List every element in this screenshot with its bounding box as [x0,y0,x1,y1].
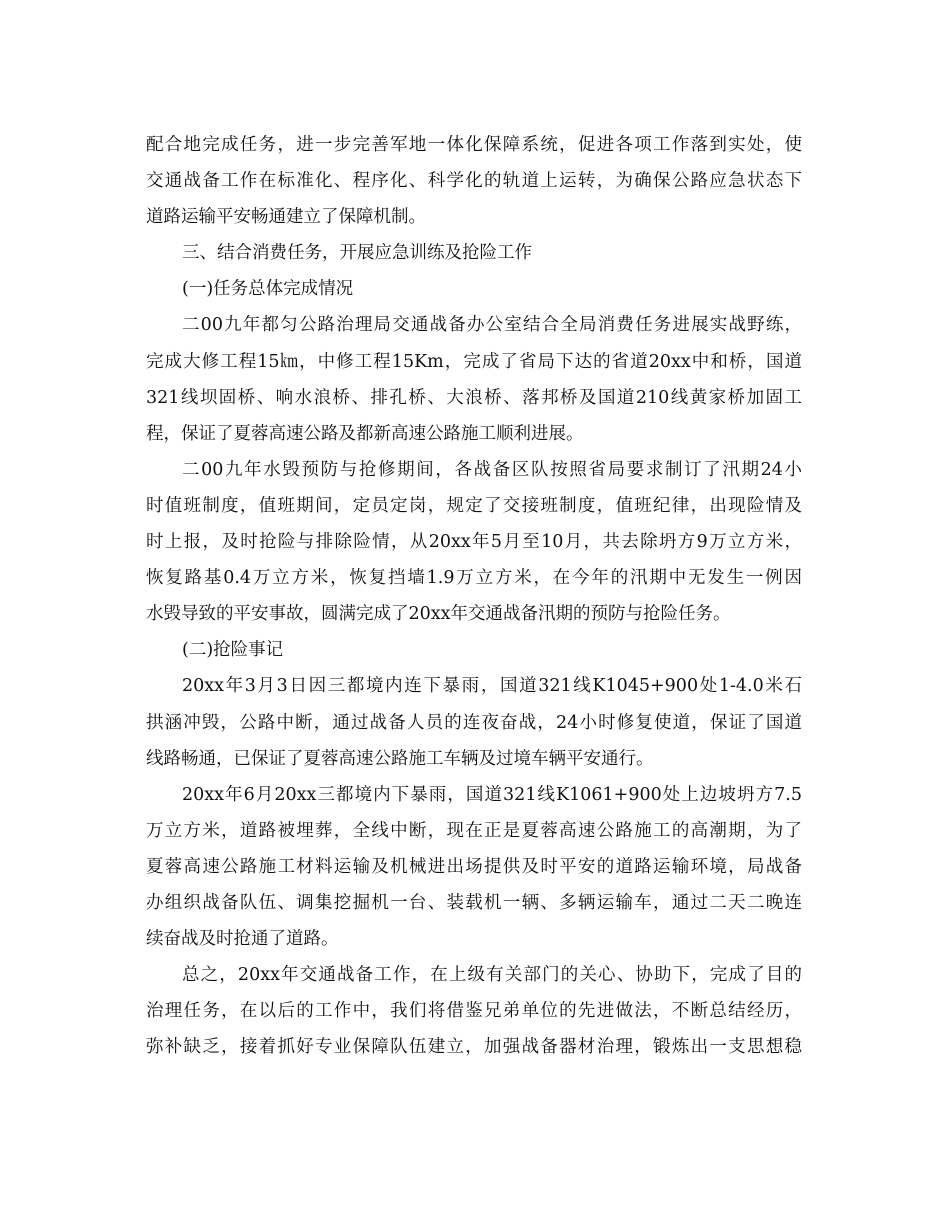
text-line: 二00九年都匀公路治理局交通战备办公室结合全局消费任务进展实战野练， [182,315,802,336]
text-line: 治理任务，在以后的工作中，我们将借鉴兄弟单位的先进做法，不断总结经历， [146,1001,802,1022]
text-line: 完成大修工程15㎞，中修工程15Km，完成了省局下达的省道20xx中和桥，国道 [146,351,802,372]
text-line: 道路运输平安畅通建立了保障机制。 [146,207,426,228]
text-line: 20xx年6月20xx三都境内下暴雨，国道321线K1061+900处上边坡坍方7.5 [182,784,802,805]
document-body [146,127,802,1065]
text-line: 程，保证了夏蓉高速公路及都新高速公路施工顺利进展。 [146,423,584,444]
text-line: (一)任务总体完成情况 [182,279,354,300]
text-line: 交通战备工作在标准化、程序化、科学化的轨道上运转，为确保公路应急状态下 [146,171,802,192]
text-line: 时值班制度，值班期间，定员定岗，规定了交接班制度，值班纪律，出现险情及 [146,495,802,516]
text-line: 配合地完成任务，进一步完善军地一体化保障系统，促进各项工作落到实处，使 [146,135,802,155]
text-line: 321线坝固桥、响水浪桥、排孔桥、大浪桥、落邦桥及国道210线黄家桥加固工 [146,387,802,408]
text-line: 三、结合消费任务，开展应急训练及抢险工作 [182,243,532,264]
text-line: 水毁导致的平安事故，圆满完成了20xx年交通战备汛期的预防与抢险任务。 [146,604,731,625]
text-line: 恢复路基0.4万立方米，恢复挡墙1.9万立方米，在今年的汛期中无发生一例因 [146,568,802,589]
text-line: 线路畅通，已保证了夏蓉高速公路施工车辆及过境车辆平安通行。 [146,748,654,769]
text-line: 弥补缺乏，接着抓好专业保障队伍建立，加强战备器材治理，锻炼出一支思想稳 [146,1037,802,1058]
text-line: 续奋战及时抢通了道路。 [146,929,339,950]
text-line: 夏蓉高速公路施工材料运输及机械进出场提供及时平安的道路运输环境，局战备 [146,856,802,877]
text-line: 二00九年水毁预防与抢修期间，各战备区队按照省局要求制订了汛期24小 [182,459,802,480]
text-line: 总之，20xx年交通战备工作，在上级有关部门的关心、协助下，完成了目的 [182,965,802,986]
text-line: 拱涵冲毁，公路中断，通过战备人员的连夜奋战，24小时修复使道，保证了国道 [146,712,802,733]
text-line: 20xx年3月3日因三都境内连下暴雨，国道321线K1045+900处1-4.0米石 [182,676,802,697]
text-line: 时上报，及时抢险与排除险情，从20xx年5月至10月，共去除坍方9万立方米， [146,532,802,553]
text-line: 办组织战备队伍、调集挖掘机一台、装载机一辆、多辆运输车，通过二天二晚连 [146,892,802,913]
text-line: 万立方米，道路被埋葬，全线中断，现在正是夏蓉高速公路施工的高潮期，为了 [146,820,802,841]
text-line: (二)抢险事记 [182,640,284,661]
